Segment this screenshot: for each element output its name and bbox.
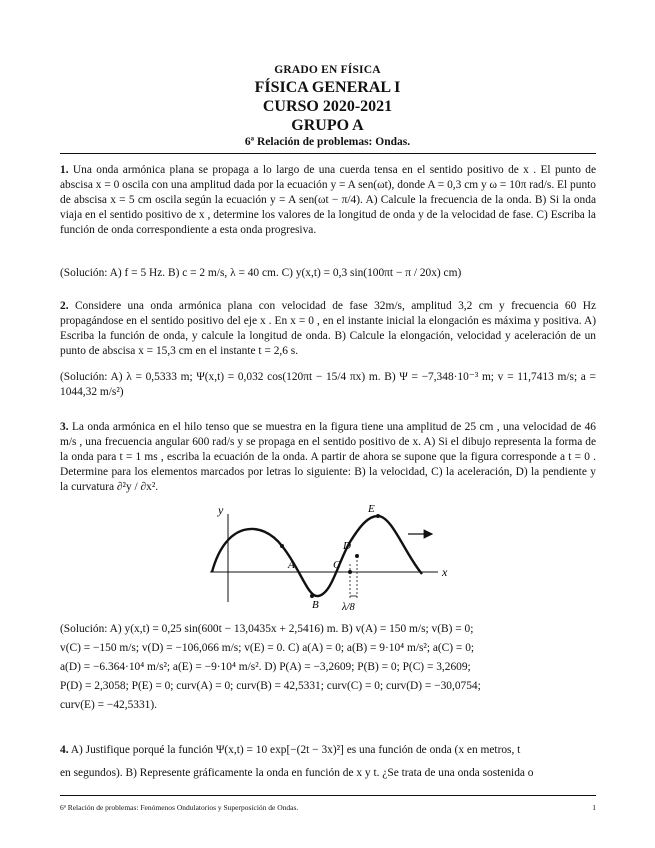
solution-line: a(D) = −6.364·10⁴ m/s²; a(E) = −9·10⁴ m/s². D) P(A) = −3,2609; P(B) = 0; P(C) = 3,2609; bbox=[60, 661, 471, 673]
problem-2-solution: (Solución: A) λ = 0,5333 m; Ψ(x,t) = 0,032 cos(120πt − 15/4 πx) m. B) Ψ = −7,348·10⁻³ m; v = 11,7413 m/s; a = 1044,32 m/s²) bbox=[60, 371, 596, 398]
problem-4-line-1: A) Justifique porqué la función Ψ(x,t) = 10 exp[−(2t − 3x)²] es una función de onda (x en metros, t bbox=[70, 744, 521, 756]
solution-line: v(C) = −150 m/s; v(D) = −106,066 m/s; v(E) = 0. C) a(A) = 0; a(B) = 9·10⁴ m/s²; a(C) = 0; bbox=[60, 642, 475, 654]
course-year: CURSO 2020-2021 bbox=[262, 98, 393, 115]
problem-2 bbox=[60, 299, 596, 359]
problem-4-line-2: en segundos). B) Represente gráficamente la onda en función de x y t. ¿Se trata de una onda sostenida o bbox=[60, 767, 534, 779]
problem-1-number: 1. bbox=[60, 164, 69, 176]
problem-2-text: Considere una onda armónica plana con velocidad de fase 32m/s, amplitud 3,2 cm y frecuencia 60 Hz propagándose en el sentido positivo del eje x . En x = 0 , en el instante inicial la elongación es máxima y positiva. A) Escriba la función de onda, y calcule la longitud de onda. B) Calcule la elongación, velocidad y aceleración de un punto de abscisa x = 15,3 cm en el instante t = 2,6 s. bbox=[60, 300, 596, 357]
problem-1-solution: (Solución: A) f = 5 Hz. B) c = 2 m/s, λ = 40 cm. C) y(x,t) = 0,3 sin(100πt − π / 20x) cm) bbox=[60, 267, 462, 279]
problem-set-subtitle: 6ª Relación de problemas: Ondas. bbox=[244, 136, 411, 148]
group-title: GRUPO A bbox=[291, 117, 364, 134]
solution-line: curv(E) = −42,5331). bbox=[60, 699, 157, 711]
footer-text: 6ª Relación de problemas: Fenómenos Ondulatorios y Superposición de Ondas. bbox=[60, 803, 299, 812]
point-a-label: A bbox=[288, 559, 295, 571]
footer bbox=[60, 803, 596, 812]
course-title: FÍSICA GENERAL I bbox=[254, 79, 401, 96]
lambda-label: λ/8 bbox=[342, 602, 355, 613]
footer-rule bbox=[60, 795, 596, 796]
y-axis-label: y bbox=[218, 503, 224, 517]
wave-figure bbox=[200, 502, 460, 620]
x-axis-label: x bbox=[442, 565, 448, 579]
solution-line: (Solución: A) y(x,t) = 0,25 sin(600t − 13,0435x + 2,5416) m. B) v(A) = 150 m/s; v(B) = 0; bbox=[60, 623, 474, 635]
wave-curve bbox=[212, 516, 422, 596]
header-rule bbox=[60, 153, 596, 154]
problem-1-text: Una onda armónica plana se propaga a lo largo de una cuerda tensa en el sentido positivo de x . El punto de abscisa x = 0 oscila con una amplitud dada por la ecuación y = A sen(ωt), donde A = 0,3 cm y ω = 10π rad/s. El punto de abscisa x = 5 cm oscila según la ecuación y = A sen(ωt − π/4). A) Calcule la frecuencia de la onda. B) Si la onda viaja en el sentido positivo de x , determine los valores de la longitud de onda y de la velocidad de fase. C) Escriba la función de onda correspondiente a esta onda progresiva. bbox=[60, 164, 596, 236]
problem-3-solution bbox=[60, 622, 596, 713]
solution-line: P(D) = 2,3058; P(E) = 0; curv(A) = 0; curv(B) = 42,5331; curv(C) = 0; curv(D) = −30,0754; bbox=[60, 680, 481, 692]
problem-4-number: 4. bbox=[60, 744, 69, 756]
problem-4 bbox=[60, 742, 596, 758]
point-b-label: B bbox=[312, 599, 319, 611]
point-c-label: C bbox=[333, 559, 341, 571]
problem-2-number: 2. bbox=[60, 300, 69, 312]
problem-3 bbox=[60, 420, 596, 495]
point-e-dot bbox=[376, 514, 380, 518]
page-number: 1 bbox=[592, 803, 596, 812]
degree-title: GRADO EN FÍSICA bbox=[274, 64, 381, 76]
problem-1 bbox=[60, 163, 596, 238]
problem-3-text: La onda armónica en el hilo tenso que se muestra en la figura tiene una amplitud de 25 cm , una velocidad de 46 m/s , una frecuencia angular 600 rad/s y se propaga en el sentido positivo de x. A) Si el dibujo representa la forma de la onda para t = 1 ms , escriba la ecuación de la onda. A partir de ahora se supone que la figura corresponde a t = 0 . Determine para los elementos marcados por letras lo siguiente: B) la velocidad, C) la aceleración, D) la pendiente y la curvatura ∂²y / ∂x². bbox=[60, 421, 596, 493]
point-a-dot bbox=[280, 544, 284, 548]
point-e-label: E bbox=[368, 503, 375, 515]
point-b-dot bbox=[310, 594, 314, 598]
problem-3-number: 3. bbox=[60, 421, 69, 433]
point-d-label: D bbox=[343, 540, 351, 552]
